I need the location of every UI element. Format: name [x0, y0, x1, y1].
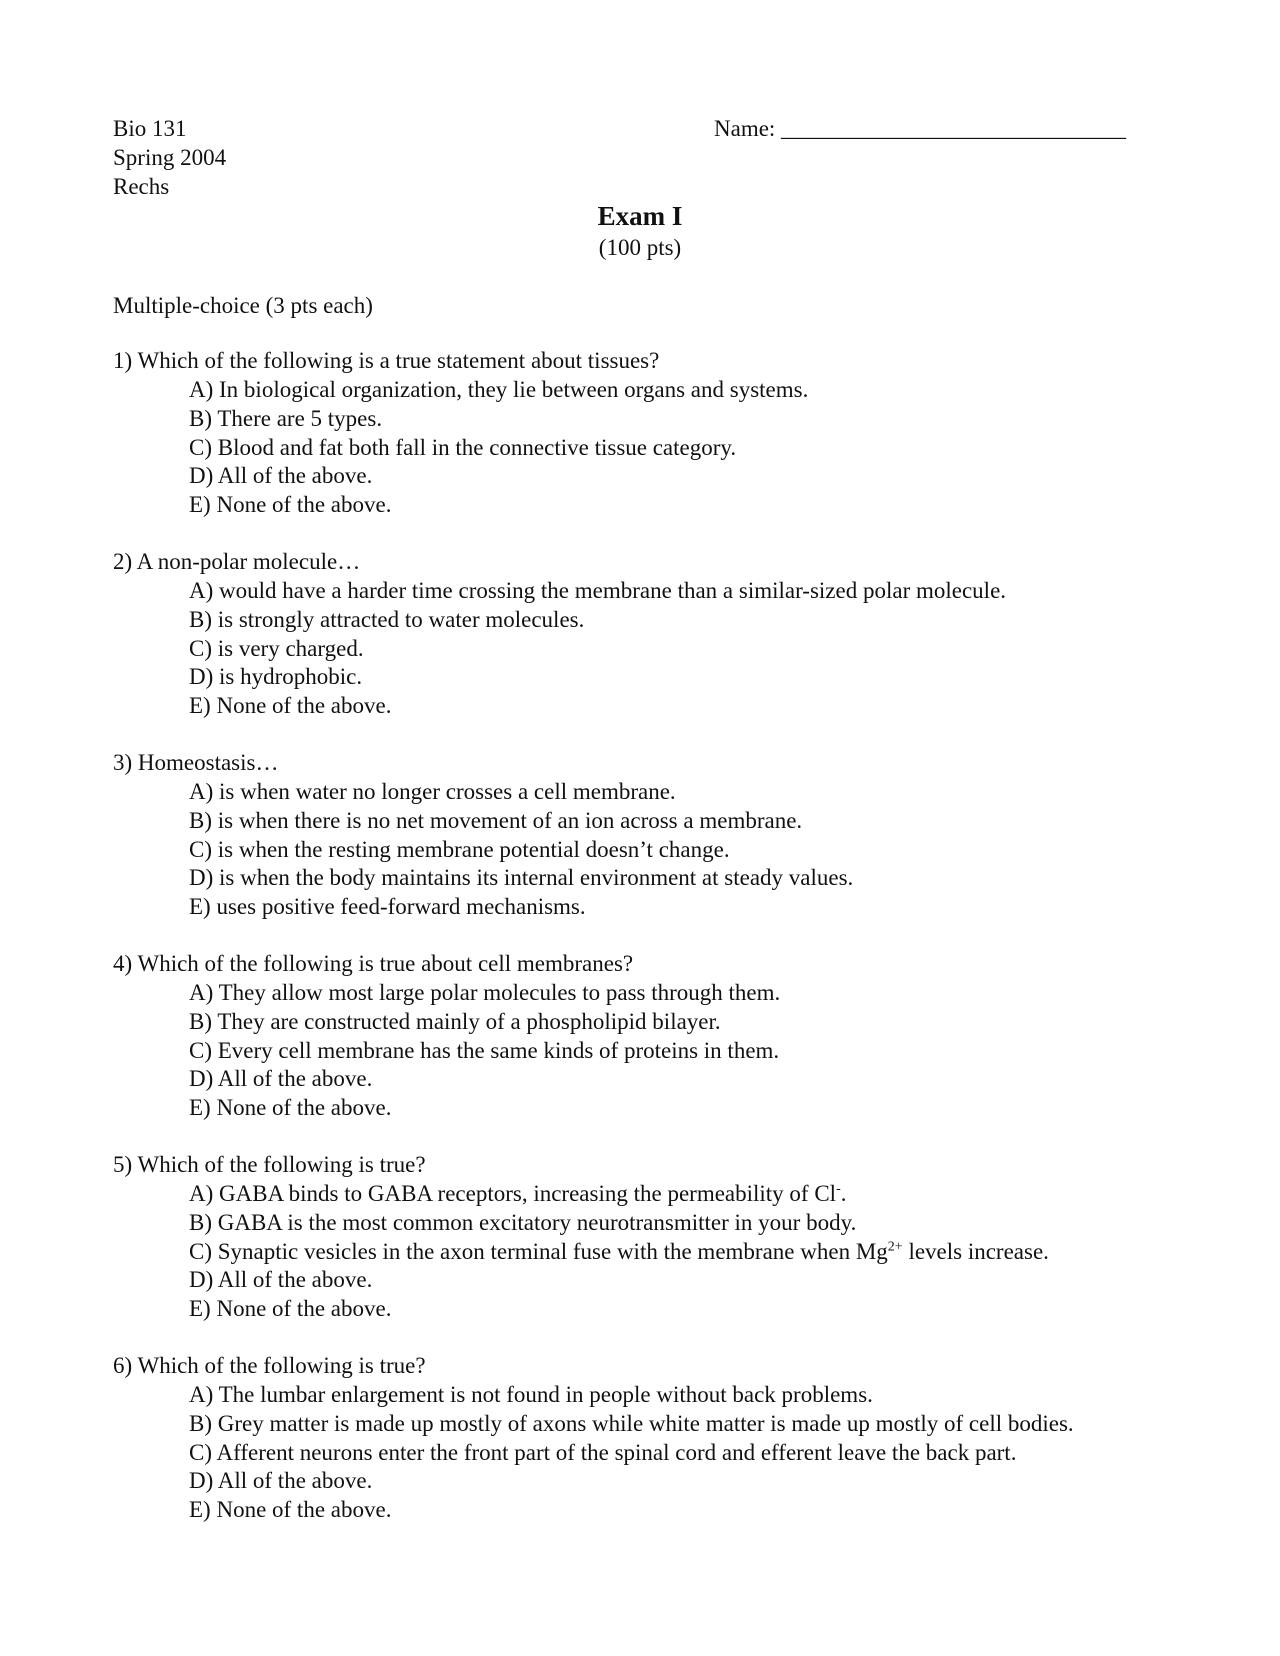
- option-c: [113, 1237, 1233, 1266]
- question-options: [113, 978, 1233, 1122]
- course-info: [113, 114, 226, 201]
- option-a: A) is when water no longer crosses a cell membrane.: [189, 779, 676, 804]
- option-b: B) Grey matter is made up mostly of axons while white matter is made up mostly of cell bodies.: [189, 1410, 1074, 1436]
- option-a-text: A) GABA binds to GABA receptors, increasing the permeability of Cl: [189, 1181, 837, 1206]
- option-c: C) Every cell membrane has the same kinds of proteins in them.: [189, 1037, 780, 1063]
- question-6: [113, 1351, 1233, 1524]
- question-stem: 5) Which of the following is true?: [113, 1152, 426, 1177]
- question-2: [113, 547, 1233, 720]
- option-a: A) They allow most large polar molecules to pass through them.: [189, 980, 781, 1005]
- question-options: [113, 777, 1233, 921]
- question-options: [113, 1380, 1233, 1524]
- option-d: D) All of the above.: [189, 463, 373, 489]
- option-c-end: levels increase.: [902, 1238, 1049, 1264]
- option-e: E) None of the above.: [189, 1497, 392, 1523]
- course-instructor: Rechs: [113, 174, 170, 199]
- option-e: E) None of the above.: [189, 1095, 392, 1121]
- option-a: [113, 1179, 1233, 1208]
- option-e: E) None of the above.: [189, 492, 392, 518]
- option-b: B) is strongly attracted to water molecules.: [189, 606, 585, 632]
- chloride-charge: -: [836, 1181, 841, 1197]
- exam-points: (100 pts): [598, 235, 682, 260]
- option-b: B) is when there is no net movement of an ion across a membrane.: [189, 807, 803, 833]
- option-a-end: .: [840, 1181, 847, 1206]
- question-1: [113, 346, 1233, 519]
- question-3: [113, 748, 1233, 921]
- question-options: [113, 576, 1233, 720]
- question-options: [113, 1179, 1233, 1323]
- option-b: B) There are 5 types.: [189, 405, 383, 431]
- option-c: C) Afferent neurons enter the front part of the spinal cord and efferent leave the back part.: [189, 1439, 1017, 1465]
- option-a: A) would have a harder time crossing the membrane than a similar-sized polar molecule.: [189, 578, 1007, 603]
- question-stem: 1) Which of the following is a true statement about tissues?: [113, 348, 660, 373]
- course-code: Bio 131: [113, 116, 187, 141]
- option-e: E) None of the above.: [189, 693, 392, 719]
- option-c: C) is when the resting membrane potential doesn’t change.: [189, 836, 730, 862]
- option-b: B) GABA is the most common excitatory neurotransmitter in your body.: [189, 1209, 857, 1235]
- question-stem: 2) A non-polar molecule…: [113, 549, 361, 574]
- option-c: C) Blood and fat both fall in the connective tissue category.: [189, 434, 737, 460]
- question-stem: 3) Homeostasis…: [113, 750, 279, 775]
- section-label: Multiple-choice (3 pts each): [113, 293, 373, 318]
- question-stem: 6) Which of the following is true?: [113, 1353, 426, 1378]
- option-d: D) All of the above.: [189, 1066, 373, 1092]
- question-stem: 4) Which of the following is true about cell membranes?: [113, 951, 634, 976]
- name-field: Name: ______________________________: [714, 116, 1127, 141]
- question-options: [113, 375, 1233, 519]
- option-d: D) is hydrophobic.: [189, 664, 363, 690]
- option-e: E) None of the above.: [189, 1296, 392, 1322]
- option-c: C) is very charged.: [189, 635, 364, 661]
- title-block: [0, 199, 1280, 263]
- option-b: B) They are constructed mainly of a phospholipid bilayer.: [189, 1008, 721, 1034]
- question-4: [113, 949, 1233, 1122]
- option-d: D) All of the above.: [189, 1468, 373, 1494]
- course-term: Spring 2004: [113, 145, 227, 170]
- option-d: D) All of the above.: [189, 1267, 373, 1293]
- question-5: [113, 1150, 1233, 1323]
- magnesium-charge: 2+: [887, 1238, 903, 1254]
- option-e: E) uses positive feed-forward mechanisms.: [189, 894, 586, 920]
- option-a: A) In biological organization, they lie between organs and systems.: [189, 377, 809, 402]
- option-c-text: C) Synaptic vesicles in the axon terminal fuse with the membrane when Mg: [189, 1238, 888, 1264]
- option-d: D) is when the body maintains its internal environment at steady values.: [189, 865, 854, 891]
- exam-title: Exam I: [597, 201, 683, 231]
- option-a: A) The lumbar enlargement is not found in people without back problems.: [189, 1382, 873, 1407]
